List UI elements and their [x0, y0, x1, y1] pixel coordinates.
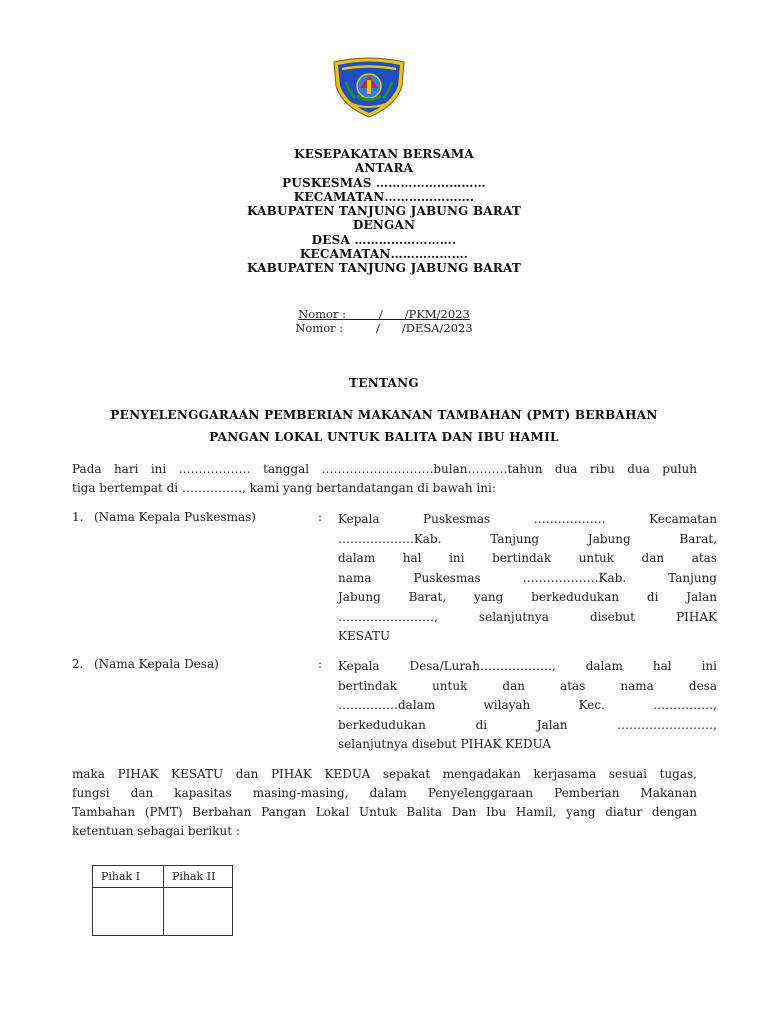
heading-line-desa: DESA …………………….	[311, 232, 457, 247]
regency-crest-icon	[330, 56, 408, 118]
signature-table-header	[93, 866, 233, 888]
heading-line-kabupaten: KABUPATEN TANJUNG JABUNG BARAT	[247, 204, 521, 219]
party-1-line: nama Puskesmas ……………….Kab. Tanjung	[338, 570, 717, 585]
closing-line: maka PIHAK KESATU dan PIHAK KEDUA sepakat mengadakan kerjasama sesuai tugas,	[72, 767, 697, 781]
signature-cell-pihak-1	[93, 888, 164, 936]
party-2	[72, 657, 717, 757]
party-1-line: ……………………, selanjutnya disebut PIHAK	[338, 609, 717, 624]
party-1-line: Kepala Puskesmas ……………… Kecamatan	[338, 512, 717, 526]
nomor-desa: Nomor : / /DESA/2023	[295, 321, 473, 335]
opening-line-2: tiga bertempat di ……………, kami yang bertandatangan di bawah ini:	[72, 481, 496, 495]
party-2-line: bertindak untuk dan atas nama desa	[338, 678, 717, 693]
party-2-description	[338, 657, 717, 755]
opening-paragraph	[72, 460, 697, 498]
party-2-line: selanjutnya disebut PIHAK KEDUA	[338, 737, 552, 751]
subject-line-1: PENYELENGGARAAN PEMBERIAN MAKANAN TAMBAHAN (PMT) BERBAHAN	[110, 408, 658, 422]
subject-line-2: PANGAN LOKAL UNTUK BALITA DAN IBU HAMIL	[209, 430, 559, 444]
party-1-description	[338, 510, 717, 647]
closing-line: ketentuan sebagai berikut :	[72, 824, 240, 838]
party-2-line: Kepala Desa/Lurah………………, dalam hal ini	[338, 659, 717, 673]
party-2-label: (Nama Kepala Desa)	[94, 657, 219, 671]
party-1-line: dalam hal ini bertindak untuk dan atas	[338, 551, 717, 565]
party-2-colon: :	[318, 657, 323, 671]
party-2-number: 2.	[72, 657, 84, 671]
signature-header-pihak-1: Pihak I	[93, 866, 164, 888]
heading-line-kecamatan: KECAMATAN………………….	[293, 189, 475, 204]
party-1-line: ……………….Kab. Tanjung Jabung Barat,	[338, 531, 717, 546]
party-1-line: KESATU	[338, 629, 391, 643]
party-1-number: 1.	[72, 510, 84, 524]
party-2-line: berkedudukan di Jalan ……………………,	[338, 717, 717, 732]
closing-paragraph	[72, 765, 697, 841]
heading-line-title: KESEPAKATAN BERSAMA	[294, 147, 474, 161]
party-1-label: (Nama Kepala Puskesmas)	[94, 510, 256, 524]
opening-line-1: Pada hari ini ……………… tanggal ……………………….bulan……….tahun dua ribu dua puluh	[72, 462, 697, 476]
heading-block	[0, 147, 768, 276]
closing-line: fungsi dan kapasitas masing-masing, dalam Penyelenggaraan Pemberian Makanan	[72, 786, 697, 800]
party-2-line: ……………dalam wilayah Kec. ……………,	[338, 698, 717, 712]
nomor-pkm: Nomor : / /PKM/2023	[298, 307, 470, 321]
heading-line-puskesmas: PUSKESMAS ………………………	[282, 175, 486, 190]
party-1-colon: :	[318, 510, 323, 524]
heading-line-antara: ANTARA	[354, 161, 414, 176]
signature-table	[92, 865, 233, 936]
nomor-block	[0, 307, 768, 335]
heading-line-kecamatan-desa: KECAMATAN……………….	[299, 247, 469, 262]
signature-cell-pihak-2	[164, 888, 233, 936]
heading-line-dengan: DENGAN	[352, 218, 416, 233]
signature-header-pihak-2: Pihak II	[164, 866, 233, 888]
tentang-heading: TENTANG	[349, 376, 419, 390]
party-1-line: Jabung Barat, yang berkedudukan di Jalan	[338, 590, 717, 604]
heading-line-kabupaten-desa: KABUPATEN TANJUNG JABUNG BARAT	[247, 261, 521, 276]
closing-line: Tambahan (PMT) Berbahan Pangan Lokal Untuk Balita Dan Ibu Hamil, yang diatur dengan	[72, 805, 697, 819]
signature-table-row	[93, 888, 233, 936]
party-1	[72, 510, 717, 650]
